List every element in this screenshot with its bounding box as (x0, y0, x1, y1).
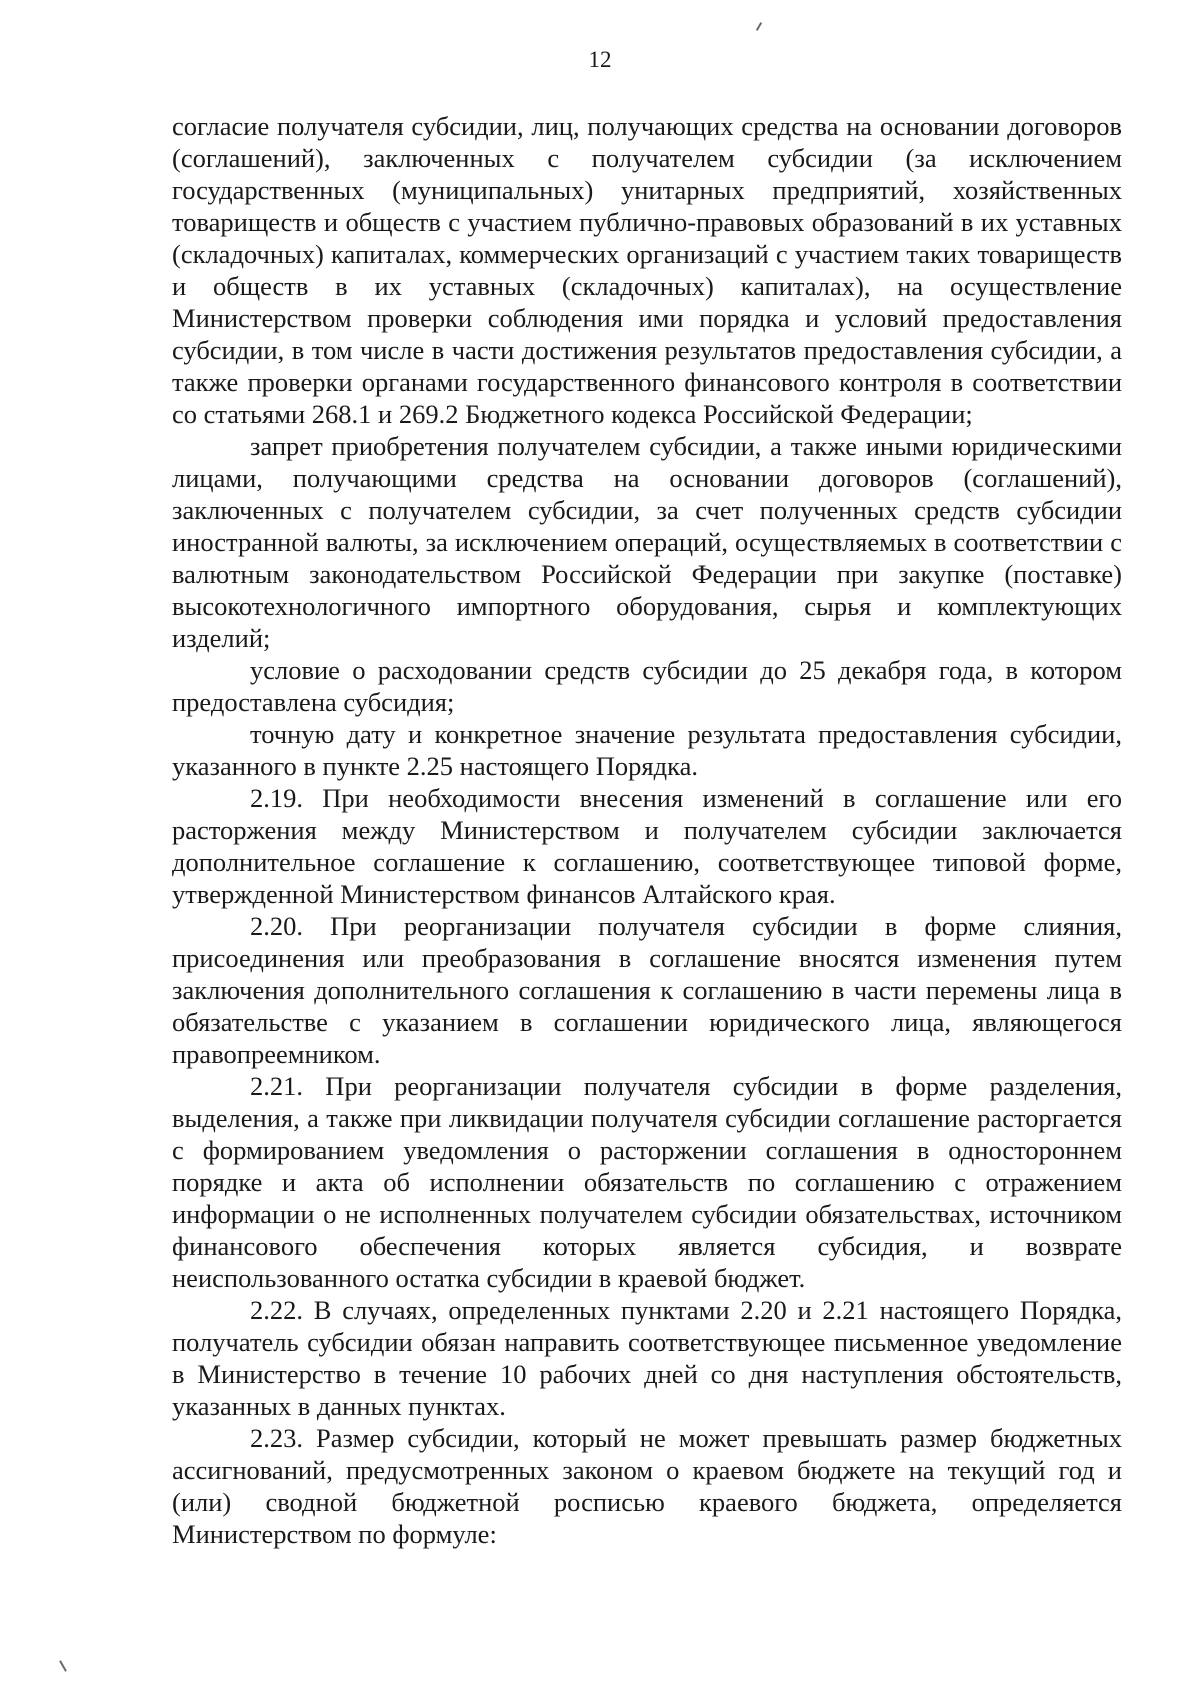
paragraph-currency-ban: запрет приобретения получателем субсидии, а также иными юридическими лицами, получающими средства на основании договоров (соглашений), заключенных с получателем субсидии, за счет полученных средств субсидии иностранной валюты, за исключением операций, осуществляемых в соответствии с валютным законодательством Российской Федерации при закупке (поставке) высокотехнологичного импортного оборудования, сырья и комплектующих изделий; (172, 431, 1122, 653)
paragraph-2-19: 2.19. При необходимости внесения изменений в соглашение или его расторжения между Министерством и получателем субсидии заключается дополнительное соглашение к соглашению, соответствующее типовой форме, утвержденной Министерством финансов Алтайского края. (172, 783, 1122, 909)
paragraph-2-21: 2.21. При реорганизации получателя субсидии в форме разделения, выделения, а также при ликвидации получателя субсидии соглашение расторгается с формированием уведомления о расторжении соглашения в одностороннем порядке и акта об исполнении обязательств по соглашению с отражением информации о не исполненных получателем субсидии обязательствах, источником финансового обеспечения которых является субсидия, и возврате неиспользованного остатка субсидии в краевой бюджет. (172, 1071, 1122, 1293)
paragraph-2-22: 2.22. В случаях, определенных пунктами 2.20 и 2.21 настоящего Порядка, получатель субсидии обязан направить соответствующее письменное уведомление в Министерство в течение 10 рабочих дней со дня наступления обстоятельств, указанных в данных пунктах. (172, 1295, 1122, 1421)
paragraph-2-23: 2.23. Размер субсидии, который не может превышать размер бюджетных ассигнований, предусмотренных законом о краевом бюджете на текущий год и (или) сводной бюджетной росписью краевого бюджета, определяется Министерством по формуле: (172, 1423, 1122, 1549)
paragraph-result-date: точную дату и конкретное значение результата предоставления субсидии, указанного в пункте 2.25 настоящего Порядка. (172, 719, 1122, 781)
paragraph-2-20: 2.20. При реорганизации получателя субсидии в форме слияния, присоединения или преобразования в соглашение вносятся изменения путем заключения дополнительного соглашения к соглашению в части перемены лица в обязательстве с указанием в соглашении юридического лица, являющегося правопреемником. (172, 911, 1122, 1069)
paragraph-spending-deadline: условие о расходовании средств субсидии до 25 декабря года, в котором предоставлена субсидия; (172, 655, 1122, 717)
scan-speck (59, 1660, 67, 1671)
paragraph-consent: согласие получателя субсидии, лиц, получающих средства на основании договоров (соглашений), заключенных с получателем субсидии (за исключением государственных (муниципальных) унитарных предприятий, хозяйственных товариществ и обществ с участием публично-правовых образований в их уставных (складочных) капиталах, коммерческих организаций с участием таких товариществ и обществ в их уставных (складочных) капиталах), на осуществление Министерством проверки соблюдения ими порядка и условий предоставления субсидии, в том числе в части достижения результатов предоставления субсидии, а также проверки органами государственного финансового контроля в соответствии со статьями 268.1 и 269.2 Бюджетного кодекса Российской Федерации; (172, 111, 1122, 429)
document-body (172, 110, 1122, 1550)
scan-speck (756, 22, 762, 31)
page-number: 12 (588, 47, 612, 72)
